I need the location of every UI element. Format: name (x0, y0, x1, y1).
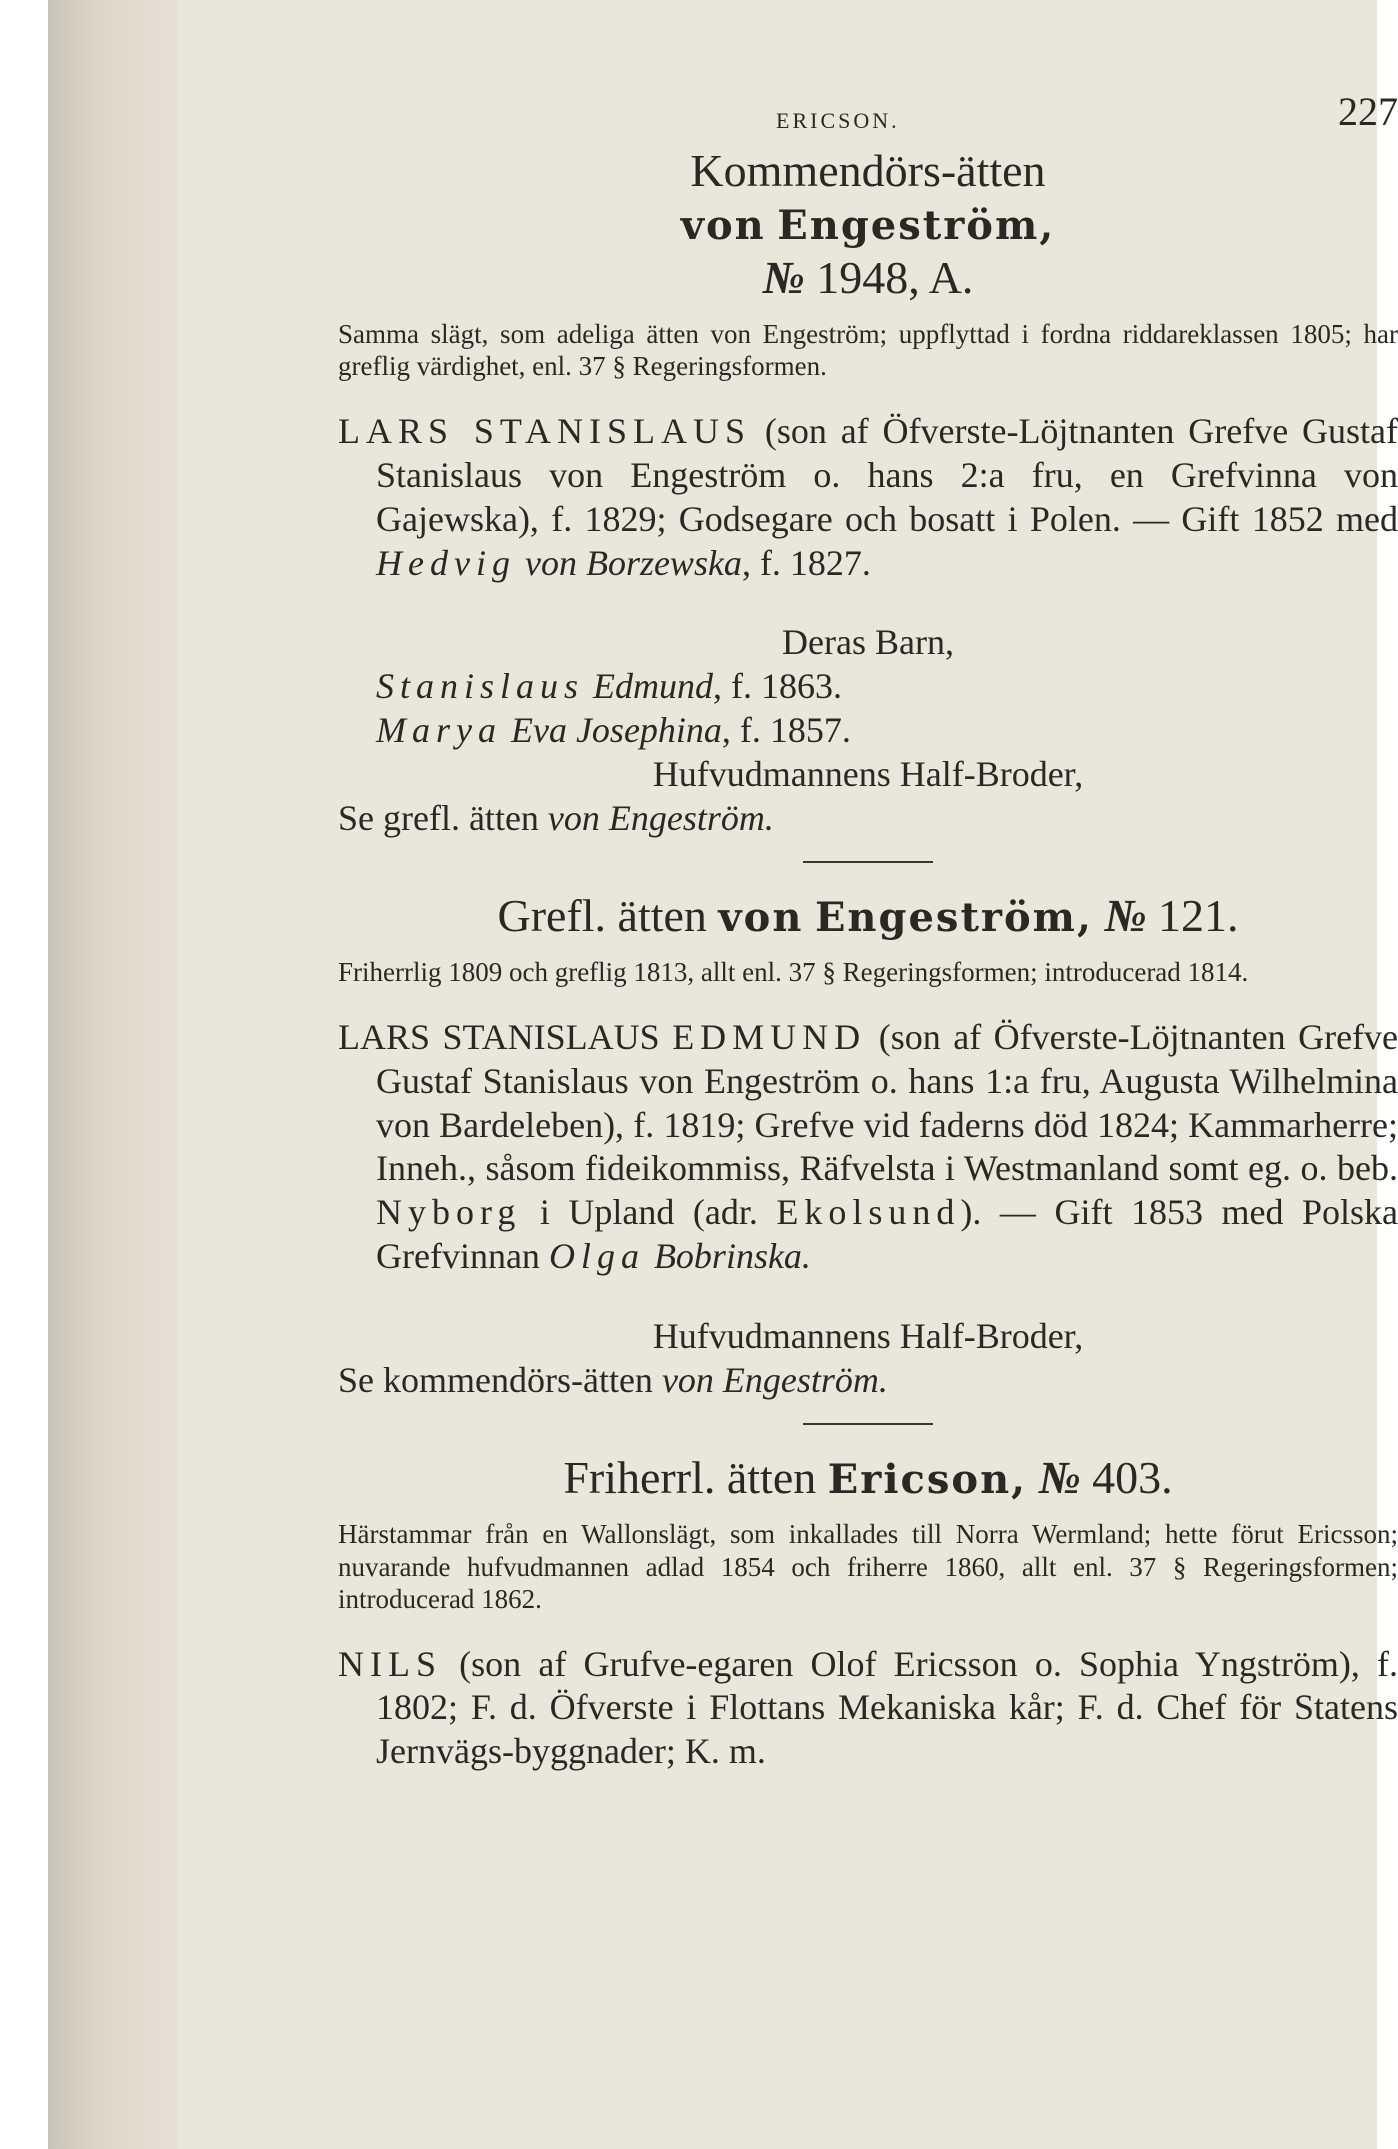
head-name: LARS STANISLAUS (338, 1016, 660, 1057)
section-intro: Friherrlig 1809 och greflig 1813, allt enl. 37 § Regeringsformen; introducerad 1814. (338, 957, 1249, 988)
title-name: Engeström, (814, 894, 1093, 942)
head-entry (338, 410, 1398, 586)
brother-heading: Hufvudmannens Half-Broder, (652, 1316, 1084, 1357)
see-ref: von Engeström. (547, 798, 774, 839)
head-text-3: ). — Gift 1853 med Polska Grefvinnan (376, 1192, 1398, 1277)
title-von: von (680, 202, 766, 250)
book-page (178, 0, 1398, 2149)
section-title-kommendors (338, 144, 1398, 304)
see-text: Se grefl. ätten (338, 798, 539, 839)
head-name: NILS (338, 1643, 442, 1684)
title-number: 121. (1158, 890, 1239, 942)
estate-name: Nyborg (376, 1192, 522, 1233)
title-name: Engeström, (777, 202, 1056, 250)
child-entry (338, 665, 1398, 709)
head-name-spaced: EDMUND (672, 1016, 867, 1057)
page-content (338, 80, 1398, 1810)
spouse-last: von Borzewska (524, 542, 742, 583)
title-line-2 (338, 197, 1398, 250)
section-divider (803, 861, 933, 863)
address-name: Ekolsund (776, 1192, 961, 1233)
title-line-3 (338, 251, 1398, 304)
title-number: 1948, A. (816, 251, 974, 303)
number-sign: № (1038, 1452, 1081, 1504)
scan-margin (0, 0, 48, 2149)
head-text-2: i Upland (adr. (539, 1192, 758, 1233)
see-reference (338, 797, 1398, 841)
section-title-grefl (338, 889, 1398, 942)
spouse-born: , f. 1827. (741, 542, 871, 583)
running-title: ERICSON. (776, 108, 900, 133)
spouse-first: Hedvig (376, 542, 516, 583)
section-title-friherrl (338, 1451, 1398, 1504)
child-born: , f. 1863. (713, 666, 843, 707)
see-ref: von Engeström. (661, 1360, 888, 1401)
running-header (338, 80, 1398, 144)
page-number: 227 (1338, 89, 1398, 134)
number-sign: № (1104, 890, 1147, 942)
section-intro: Samma slägt, som adeliga ätten von Engeström; uppflyttad i fordna riddareklassen 1805; har greflig värdighet, enl. 37 § Regeringsformen. (338, 319, 1398, 382)
child-first: Marya (376, 710, 502, 751)
child-rest: Eva Josephina (510, 710, 722, 751)
head-text: (son af Öfverste-Löjtnanten Grefve Gustaf Stanislaus von Engeström o. hans 2:a fru, en Grefvinna von Gajewska), f. 1829; Godsegare och bosatt i Polen. — Gift 1852 med (376, 410, 1398, 539)
see-reference (338, 1359, 1398, 1403)
section-divider (803, 1423, 933, 1425)
child-born: , f. 1857. (721, 710, 851, 751)
head-text: (son af Öfverste-Löjtnanten Grefve Gustaf Stanislaus von Engeström o. hans 1:a fru, Augusta Wilhelmina von Bardeleben), f. 1819; Grefve vid faderns död 1824; Kammarherre; Inneh., såsom fideikommiss, Räfvelsta i Westmanland somt eg. o. beb. (376, 1016, 1398, 1189)
children-heading: Deras Barn, (782, 622, 954, 663)
child-first: Stanislaus (376, 666, 585, 707)
head-entry (338, 1016, 1398, 1279)
spouse-first: Olga (548, 1236, 645, 1277)
child-rest: Edmund (593, 666, 714, 707)
title-name: Ericson, (827, 1456, 1028, 1504)
head-name: LARS STANISLAUS (338, 410, 752, 451)
child-entry (338, 709, 1398, 753)
title-von: von (718, 894, 804, 942)
title-number: 403. (1092, 1452, 1173, 1504)
title-line-1: Kommendörs-ätten (690, 145, 1046, 196)
spouse-last: Bobrinska. (653, 1236, 811, 1277)
title-prefix: Friherrl. ätten (563, 1452, 817, 1504)
title-prefix: Grefl. ätten (497, 890, 707, 942)
brother-heading: Hufvudmannens Half-Broder, (652, 754, 1084, 795)
head-text: (son af Grufve-egaren Olof Ericsson o. Sophia Yngström), f. 1802; F. d. Öfverste i Flottans Mekaniska kår; F. d. Chef för Statens Jernvägs-byggnader; K. m. (376, 1643, 1398, 1772)
number-sign: № (762, 251, 805, 303)
head-entry (338, 1643, 1398, 1775)
book-spine-shadow (48, 0, 178, 2149)
section-intro: Härstammar från en Wallonslägt, som inkallades till Norra Wermland; hette förut Ericsson; nuvarande hufvudmannen adlad 1854 och friherre 1860, allt enl. 37 § Regeringsformen; introducerad 1862. (338, 1519, 1398, 1615)
see-text: Se kommendörs-ätten (338, 1360, 653, 1401)
